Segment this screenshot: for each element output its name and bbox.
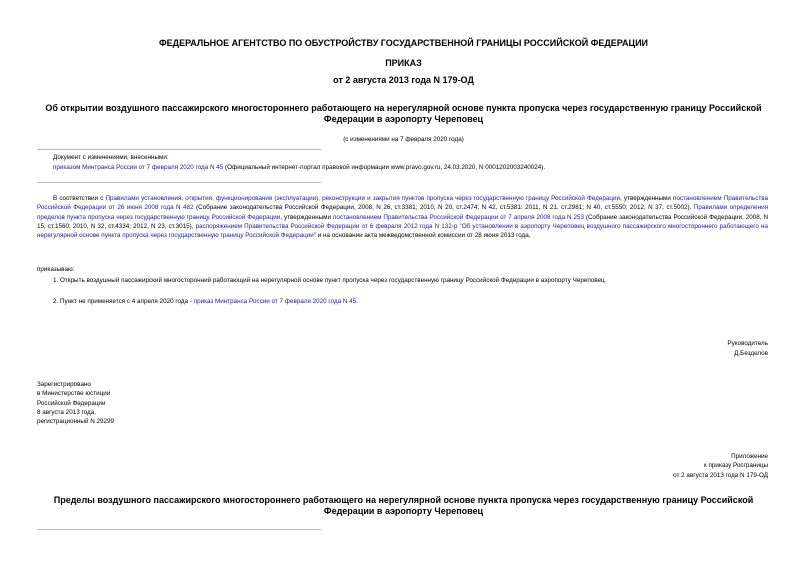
registration-line: регистрационный N 29299 xyxy=(37,418,115,426)
preamble-text: и на основании акта межведомственной комиссии от 28 июня 2013 года, xyxy=(316,232,531,240)
order-item-1: 1. Открыть воздушный пассажирский многосторонний работающий на нерегулярной основе пункт пропуска через государственную границу Российской Федерации в аэропорту Череповец. xyxy=(53,277,607,284)
document-date-number: от 2 августа 2013 года N 179-ОД xyxy=(333,75,474,85)
preamble-text: В соответствии с xyxy=(53,195,106,202)
document-type: ПРИКАЗ xyxy=(385,58,422,68)
link-resolution-482[interactable]: постановлением Правительства Российской Федерации от 26 июня 2008 года N 482 xyxy=(37,195,768,212)
preamble-text: (Собрание законодательства Российской Федерации, 2008, N 15, ст.1560; 2010, N 32, ст.4334; 2012, N 23, ст.3015), xyxy=(37,213,768,230)
link-resolution-253[interactable]: постановлением Правительства Российской Федерации от 7 апреля 2008 года N 253 xyxy=(332,213,584,221)
preamble-text: (Собрание законодательства Российской Федерации, 2008, N 26, ст.3381; 2010, N 20, ст.2474; N 42, ст.5381; 2011, N 21, ст.2981; N 40, ст.5550; 2012, N 37, ст.5002), xyxy=(193,204,694,212)
link-rules-establishment[interactable]: Правилами установления, открытия, функционирования (эксплуатации), реконструкции и закрытия пунктов пропуска через государственную границу Российской Федерации xyxy=(105,195,620,202)
order-item-2 xyxy=(53,297,358,306)
appendix-line: к приказу Росграницы xyxy=(704,462,768,470)
order-item-2-end: . xyxy=(356,298,358,305)
registration-line: 8 августа 2013 года, xyxy=(37,408,96,416)
divider-bottom xyxy=(37,182,321,183)
appendix-title-line1: Пределы воздушного пассажирского многостороннего работающего на нерегулярной основе пункта пропуска через государственную границу Российской xyxy=(53,495,754,505)
changes-source: (Официальный интернет-портал правовой информации www.pravo.gov.ru, 24.03.2020, N 0001202003240024). xyxy=(223,164,546,171)
document-title-line2: Федерации в аэропорту Череповец xyxy=(323,114,484,124)
appendix-header xyxy=(673,452,768,480)
order-prikazyvayu: приказываю: xyxy=(37,266,75,273)
registration-line: Зарегистрировано xyxy=(37,381,91,388)
appendix-title-line2: Федерации в аэропорту Череповец xyxy=(323,506,484,516)
preamble-text: , утвержденными xyxy=(280,213,333,221)
signature-position: Руководитель xyxy=(727,340,768,347)
document-title-line1: Об открытии воздушного пассажирского многостороннего работающего на нерегулярной основе пункта пропуска через государственную границу Российской xyxy=(45,103,762,113)
preamble-text: , утвержденными xyxy=(620,195,674,202)
divider-top xyxy=(37,149,321,150)
registration-line: в Министерстве юстиции xyxy=(37,390,111,398)
changes-link[interactable]: приказом Минтранса России от 7 февраля 2020 года N 45 xyxy=(53,164,224,171)
preamble-paragraph xyxy=(37,194,768,240)
changes-intro: Документ с изменениями, внесенными: xyxy=(53,154,169,161)
appendix-line: от 2 августа 2013 года N 179-ОД xyxy=(673,471,768,479)
appendix-line: Приложение xyxy=(731,453,768,460)
registration-block xyxy=(37,380,114,426)
registration-line: Российской Федерации xyxy=(37,399,106,407)
link-order-45[interactable]: приказ Минтранса России от 7 февраля 2020 года N 45 xyxy=(193,298,357,305)
changes-entry xyxy=(53,163,545,172)
order-item-2-text: 2. Пункт не применяется с 4 апреля 2020 года - xyxy=(53,298,194,305)
link-rules-limits[interactable]: Правилами определения пределов пункта пропуска через государственную границу Российской Федерации xyxy=(37,204,769,221)
link-order-132r[interactable]: распоряжением Правительства Российской Федерации от 6 февраля 2012 года N 132-р "Об установлении в аэропорту Череповец воздушного пассажирского многостороннего работающего на нерегулярной основе пункта пропуска через государственную границу Российской Федерации" xyxy=(37,222,768,240)
amendments-note: (с изменениями на 7 февраля 2020 года) xyxy=(343,136,464,143)
divider-appendix xyxy=(37,529,321,530)
signature-name: Д.Безделов xyxy=(734,350,768,357)
agency-name: ФЕДЕРАЛЬНОЕ АГЕНТСТВО ПО ОБУСТРОЙСТВУ ГОСУДАРСТВЕННОЙ ГРАНИЦЫ РОССИЙСКОЙ ФЕДЕРАЦИИ xyxy=(158,38,649,48)
